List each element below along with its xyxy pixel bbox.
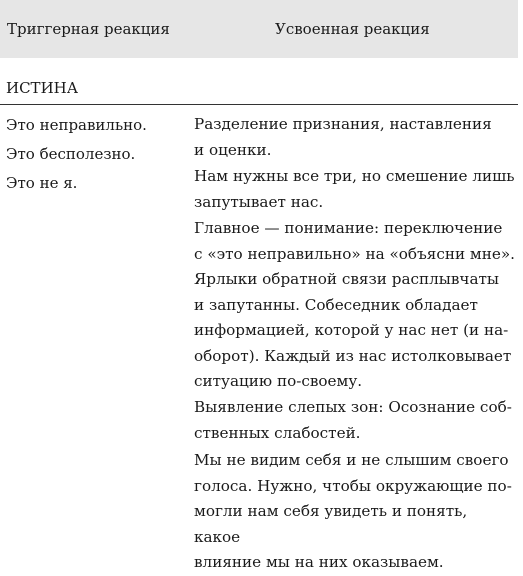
response-paragraph: Мы не видим себя и не слышим своего голоса. Нужно, чтобы окружающие по- могли нам себя увидеть и понять, какое влияние мы на них оказываем. (194, 451, 512, 571)
response-paragraph: Нам нужны все три, но смешение лишь запутывает нас. (194, 167, 515, 211)
trigger-list (6, 116, 181, 203)
header-learned-reaction: Усвоенная реакция (275, 20, 430, 38)
response-paragraph: Ярлыки обратной связи расплывчаты и запутанны. Собеседник обладает информацией, которой у нас нет (и на- оборот). Каждый из нас истолковывает ситуацию по-своему. (194, 270, 512, 390)
trigger-item: Это не я. (6, 174, 78, 192)
section-divider (0, 104, 518, 105)
trigger-item: Это неправильно. (6, 116, 147, 134)
response-paragraph: Выявление слепых зон: Осознание соб- ственных слабостей. (194, 398, 512, 442)
response-paragraph: Разделение признания, наставления и оценки. (194, 115, 492, 159)
section-title: ИСТИНА (6, 79, 79, 97)
table-header (0, 0, 518, 58)
response-paragraph: Главное — понимание: переключение с «это неправильно» на «объясни мне». (194, 219, 515, 263)
trigger-item: Это бесполезно. (6, 145, 136, 163)
header-trigger-reaction: Триггерная реакция (7, 20, 170, 38)
